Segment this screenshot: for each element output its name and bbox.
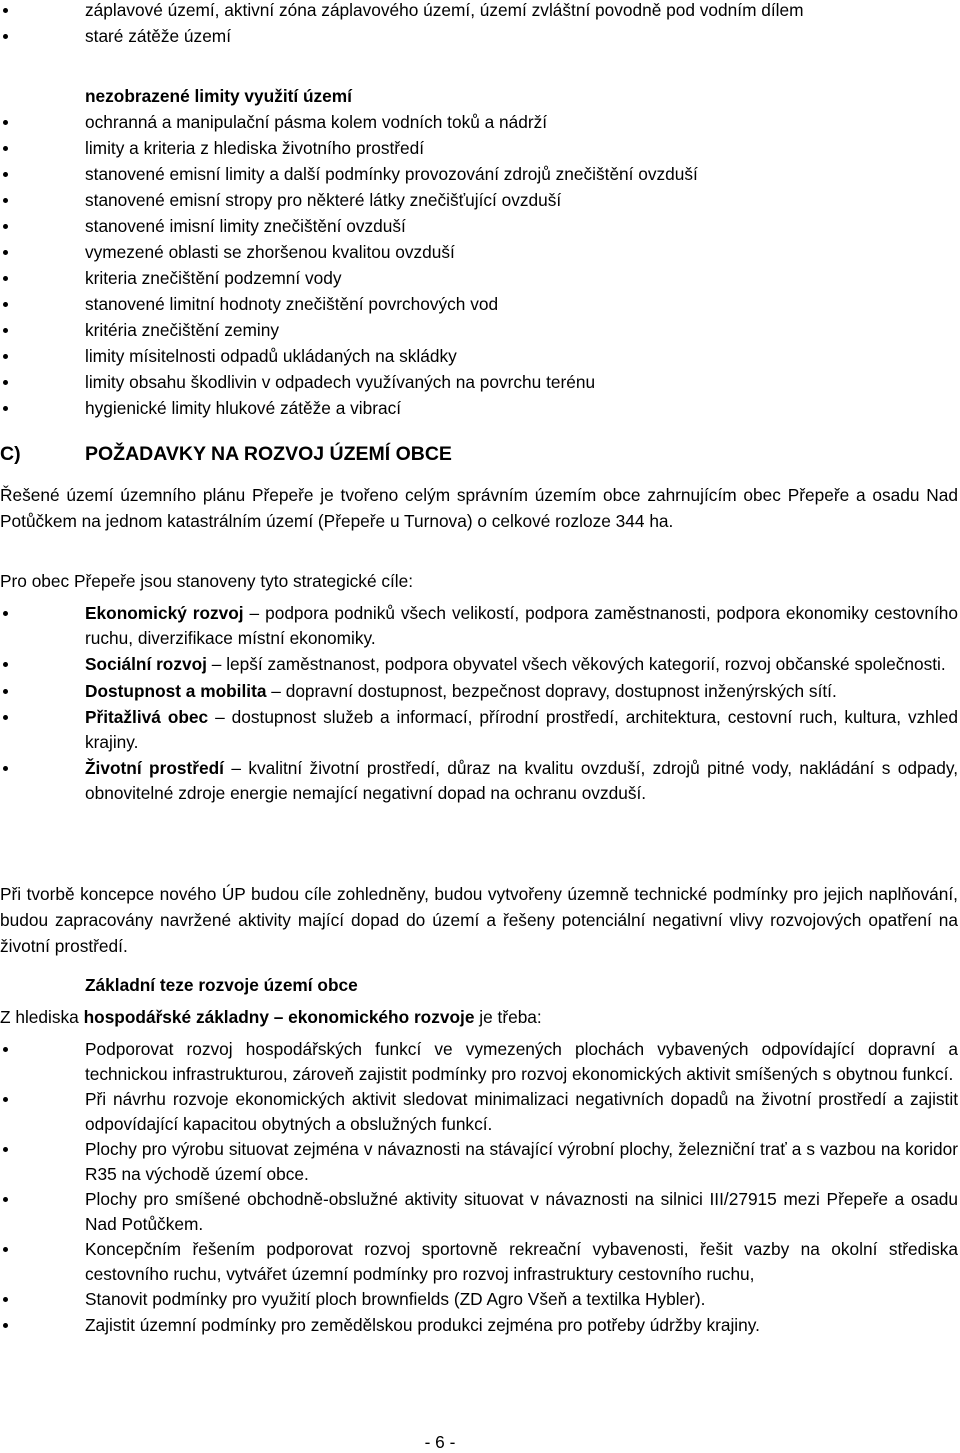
list-item: limity mísitelnosti odpadů ukládaných na skládky — [0, 343, 958, 369]
goal-dash: – — [271, 680, 281, 701]
goal-term: Přitažlivá obec — [85, 707, 209, 727]
subsection-heading: nezobrazené limity využití území — [85, 86, 352, 106]
goal-item — [0, 679, 958, 704]
list-item: staré zátěže území — [0, 23, 958, 49]
teze-intro-pre: Z hlediska — [0, 1007, 84, 1027]
goal-dash: – — [215, 707, 225, 727]
teze-intro — [0, 1004, 958, 1030]
top-list-block — [0, 0, 958, 49]
goal-dash: – — [211, 654, 222, 674]
page-number: - 6 - — [424, 1432, 456, 1452]
goal-text: lepší zaměstnanost, podpora obyvatel všech věkových kategorií, rozvoj občanské společnosti. — [226, 654, 946, 674]
goals-list — [0, 601, 958, 805]
concept-paragraph-block — [0, 881, 958, 959]
goal-term: Dostupnost a mobilita — [85, 680, 267, 701]
list-item: kriteria znečištění podzemní vody — [0, 265, 958, 291]
section-title: POŽADAVKY NA ROZVOJ ÚZEMÍ OBCE — [85, 443, 452, 465]
list-item: záplavové území, aktivní zóna záplavového území, území zvláštní povodně pod vodním dílem — [0, 0, 958, 23]
goal-text: dopravní dostupnost, bezpečnost dopravy, dostupnost inženýrských sítí. — [285, 680, 837, 701]
teze-list-block — [0, 1037, 958, 1337]
goal-item — [0, 601, 958, 650]
goals-intro: Pro obec Přepeře jsou stanoveny tyto strategické cíle: — [0, 571, 414, 591]
goals-intro-block — [0, 568, 958, 594]
list-item: Stanovit podmínky pro využití ploch brownfields (ZD Agro Všeň a textilka Hybler). — [0, 1287, 958, 1312]
goal-term: Sociální rozvoj — [85, 654, 207, 674]
goal-item — [0, 705, 958, 754]
goal-item — [0, 756, 958, 805]
list-item: Koncepčním řešením podporovat rozvoj sportovně rekreační vybavenosti, řešit vazby na okolní střediska cestovního ruchu, vytvářet územní podmínky pro rozvoj infrastruktury cestovního ruchu, — [0, 1237, 958, 1286]
goal-text: podpora podniků všech velikostí, podpora zaměstnanosti, podpora ekonomiky cestovního ruchu, diverzifikace místní ekonomiky. — [85, 603, 958, 648]
intro-paragraph: Řešené území územního plánu Přepeře je tvořeno celým správním územím obce zahrnujícím obec Přepeře a osadu Nad Potůčkem na jednom katastrálním území (Přepeře u Turnova) o celkové rozloze 344 ha. — [0, 485, 958, 531]
intro-paragraph-block — [0, 482, 958, 534]
teze-heading: Základní teze rozvoje území obce — [85, 975, 358, 995]
section-letter: C) — [0, 443, 21, 465]
list-item: stanovené emisní stropy pro některé látky znečišťující ovzduší — [0, 187, 958, 213]
goals-list-block — [0, 601, 958, 805]
list-item: Při návrhu rozvoje ekonomických aktivit sledovat minimalizaci negativních dopadů na životní prostředí a zajistit odpovídající kapacitou obytných a obslužných funkcí. — [0, 1087, 958, 1136]
list-item: Plochy pro smíšené obchodně-obslužné aktivity situovat v návaznosti na silnici III/27915 mezi Přepeře a osadu Nad Potůčkem. — [0, 1187, 958, 1236]
list-item: limity a kriteria z hlediska životního prostředí — [0, 135, 958, 161]
concept-paragraph: Při tvorbě koncepce nového ÚP budou cíle zohledněny, budou vytvořeny územně technické podmínky pro jejich naplňování, budou zapracovány navržené aktivity mající dopad do území a řešeny potenciální negativní vlivy rozvojových opatření na životní prostředí. — [0, 884, 958, 956]
list-item: ochranná a manipulační pásma kolem vodních toků a nádrží — [0, 109, 958, 135]
teze-intro-post: je třeba: — [474, 1007, 542, 1027]
list-item: stanovené limitní hodnoty znečištění povrchových vod — [0, 291, 958, 317]
goal-text: kvalitní životní prostředí, důraz na kvalitu ovzduší, zdrojů pitné vody, nakládání s odpady, obnovitelné zdroje energie nemající negativní dopad na ochranu ovzduší. — [85, 758, 958, 803]
list-item: hygienické limity hlukové zátěže a vibrací — [0, 395, 958, 421]
teze-list — [0, 1037, 958, 1337]
list-item: stanovené imisní limity znečištění ovzduší — [0, 213, 958, 239]
top-bullet-list — [0, 0, 958, 49]
limits-bullet-list — [0, 109, 958, 421]
goal-item — [0, 652, 958, 677]
list-item: stanovené emisní limity a další podmínky provozování zdrojů znečištění ovzduší — [0, 161, 958, 187]
teze-intro-block — [0, 1004, 958, 1030]
list-item: limity obsahu škodlivin v odpadech využívaných na povrchu terénu — [0, 369, 958, 395]
list-item: Zajistit územní podmínky pro zemědělskou produkci zejména pro potřeby údržby krajiny. — [0, 1313, 958, 1338]
list-item: vymezené oblasti se zhoršenou kvalitou ovzduší — [0, 239, 958, 265]
list-item: Plochy pro výrobu situovat zejména v návaznosti na stávající výrobní plochy, železniční trať a s vazbou na koridor R35 na východě území obce. — [0, 1137, 958, 1186]
goal-term: Životní prostředí — [85, 758, 224, 778]
goal-dash: – — [249, 603, 260, 623]
goal-text: dostupnost služeb a informací, přírodní prostředí, architektura, cestovní ruch, kultura, vzhled krajiny. — [85, 707, 958, 752]
list-item: Podporovat rozvoj hospodářských funkcí ve vymezených plochách vybavených odpovídající dopravní a technickou infrastrukturou, zároveň zajistit podmínky pro rozvoj ekonomických aktivit smíšených s obytnou funkcí. — [0, 1037, 958, 1086]
teze-intro-bold: hospodářské základny – ekonomického rozvoje — [83, 1007, 475, 1027]
list-item: kritéria znečištění zeminy — [0, 317, 958, 343]
goal-term: Ekonomický rozvoj — [85, 603, 244, 623]
limits-list-block — [0, 109, 958, 421]
goal-dash: – — [231, 758, 241, 778]
